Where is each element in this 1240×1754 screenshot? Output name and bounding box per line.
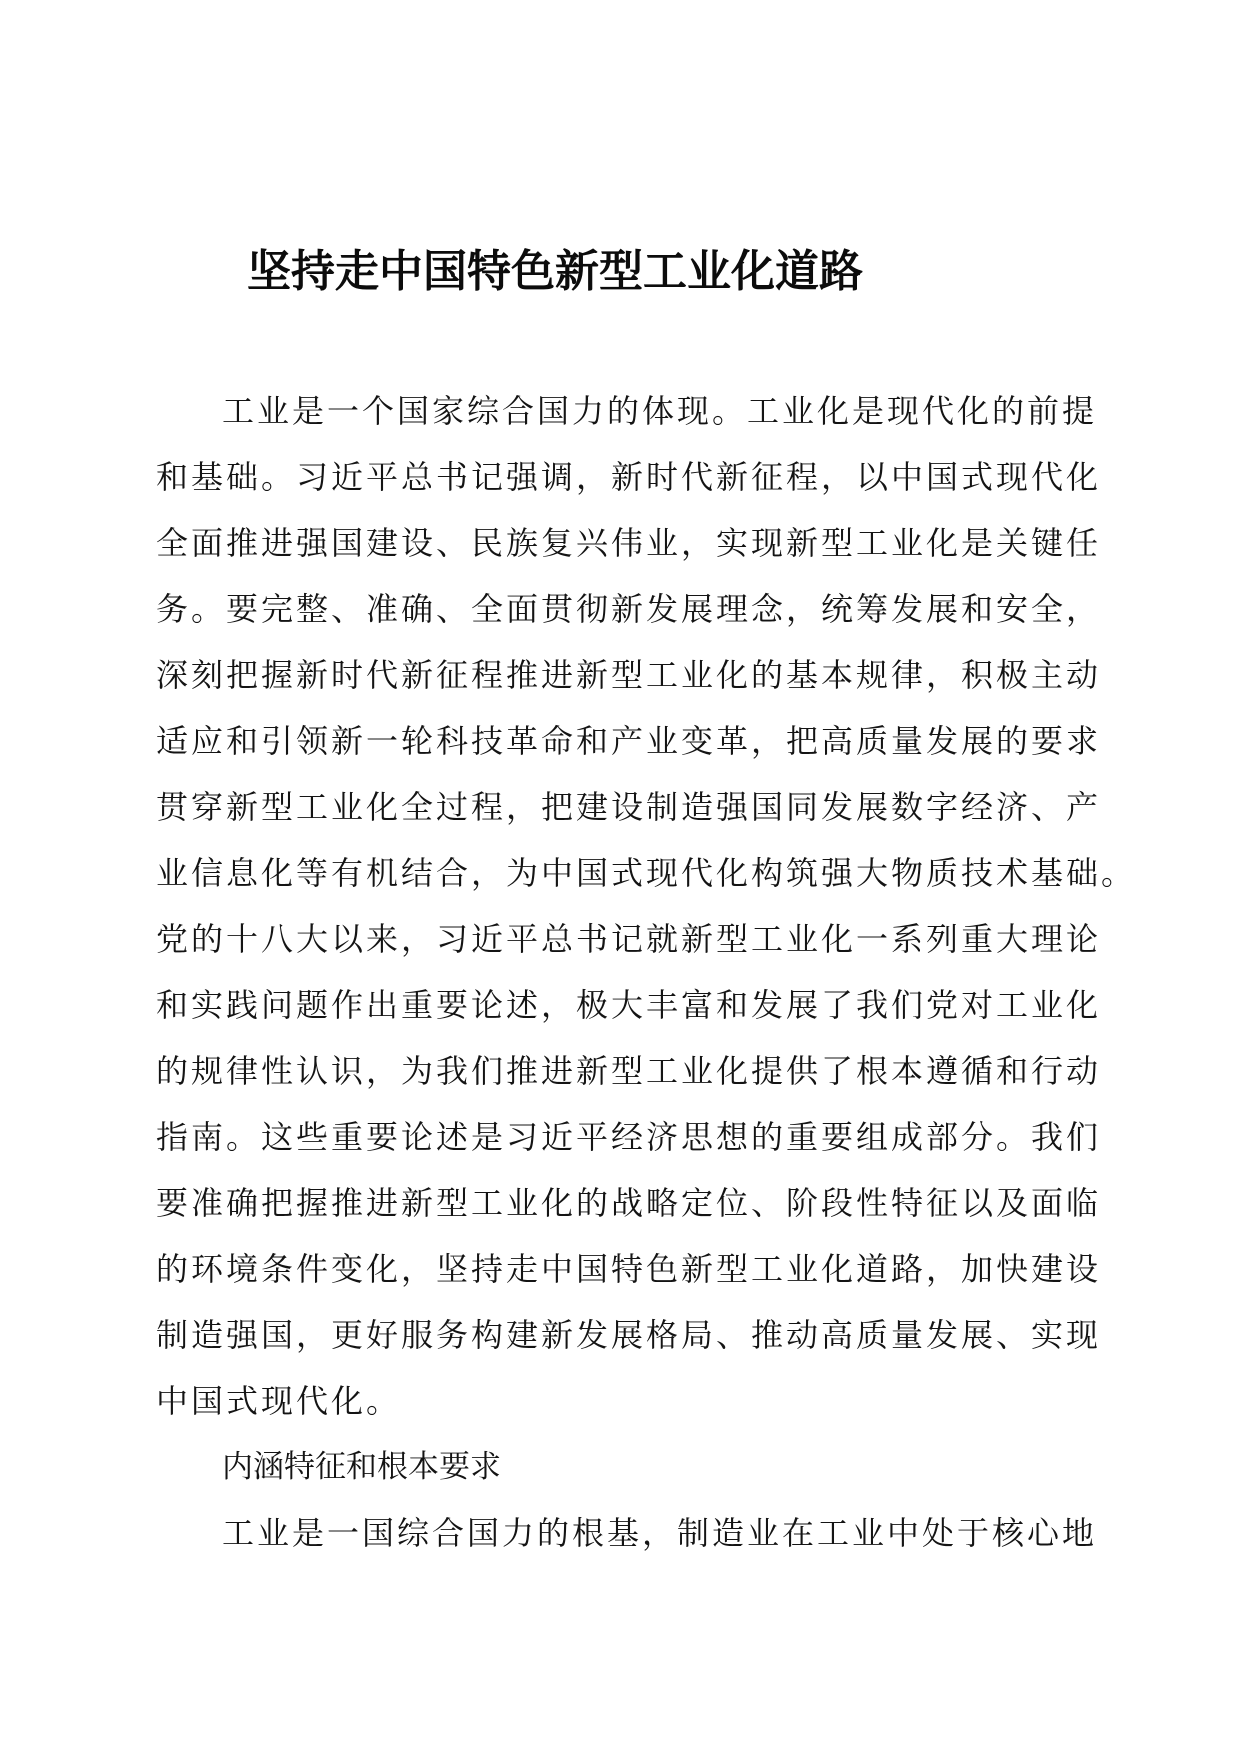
- section-subheading: 内涵特征和根本要求: [222, 1449, 501, 1485]
- paragraph-line: 和基础。习近平总书记强调，新时代新征程，以中国式现代化: [156, 458, 1102, 496]
- paragraph-line: 工业是一国综合国力的根基，制造业在工业中处于核心地: [222, 1514, 1098, 1552]
- paragraph-line: 指南。这些重要论述是习近平经济思想的重要组成部分。我们: [156, 1118, 1102, 1156]
- paragraph-line: 工业是一个国家综合国力的体现。工业化是现代化的前提: [222, 392, 1098, 430]
- paragraph-line: 党的十八大以来，习近平总书记就新型工业化一系列重大理论: [156, 920, 1102, 958]
- paragraph-line: 的环境条件变化，坚持走中国特色新型工业化道路，加快建设: [156, 1250, 1102, 1288]
- paragraph-line: 务。要完整、准确、全面贯彻新发展理念，统筹发展和安全，: [156, 590, 1102, 628]
- paragraph-line: 深刻把握新时代新征程推进新型工业化的基本规律，积极主动: [156, 656, 1102, 694]
- paragraph-line: 制造强国，更好服务构建新发展格局、推动高质量发展、实现: [156, 1316, 1102, 1354]
- paragraph-line: 的规律性认识，为我们推进新型工业化提供了根本遵循和行动: [156, 1052, 1102, 1090]
- paragraph-line: 要准确把握推进新型工业化的战略定位、阶段性特征以及面临: [156, 1184, 1102, 1222]
- paragraph-line: 业信息化等有机结合，为中国式现代化构筑强大物质技术基础。: [156, 854, 1137, 892]
- paragraph-line: 适应和引领新一轮科技革命和产业变革，把高质量发展的要求: [156, 722, 1102, 760]
- document-body: [156, 378, 1137, 1566]
- document-title: 坚持走中国特色新型工业化道路: [247, 246, 863, 297]
- paragraph-line: 和实践问题作出重要论述，极大丰富和发展了我们党对工业化: [156, 986, 1102, 1024]
- paragraph-line: 全面推进强国建设、民族复兴伟业，实现新型工业化是关键任: [156, 524, 1102, 562]
- paragraph-line: 中国式现代化。: [156, 1382, 402, 1420]
- paragraph-line: 贯穿新型工业化全过程，把建设制造强国同发展数字经济、产: [156, 788, 1102, 826]
